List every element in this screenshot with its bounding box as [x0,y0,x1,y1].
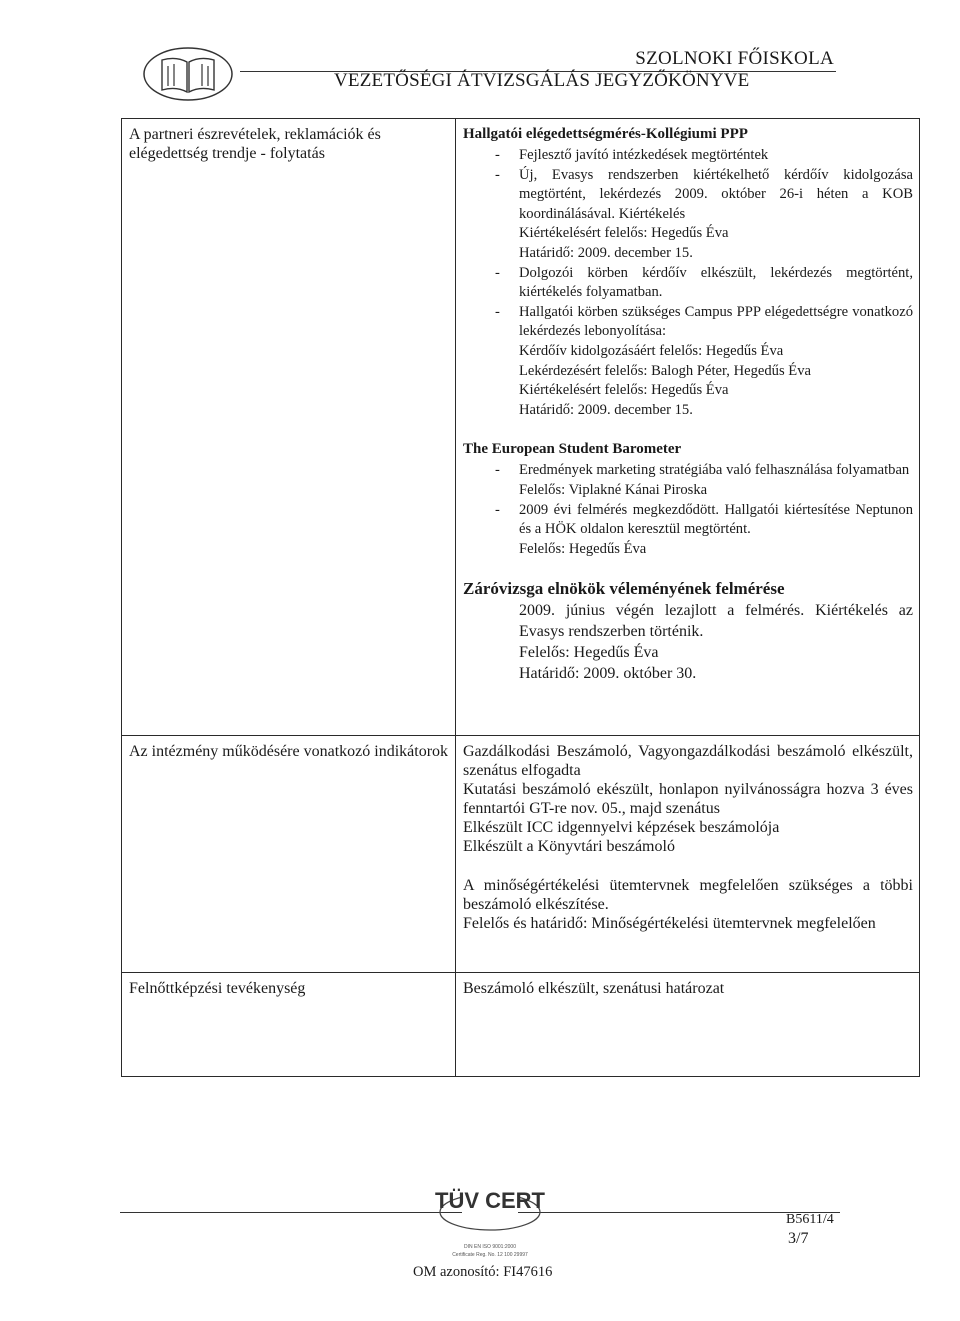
table-row [122,119,920,736]
list-item: - Hallgatói körben szükséges Campus PPP elégedettségre vonatkozó lekérdezés lebonyolítása: [495,303,913,340]
tuv-logo-text: TÜV CERT [435,1188,545,1213]
paragraph: Elkészült ICC idgennyelvi képzések beszámolója [463,819,780,836]
table-row [122,973,920,1077]
section-title: The European Student Barometer [463,441,682,458]
list-item: - Új, Evasys rendszerben kiértékelhető kérdőív kidolgozása megtörtént, lekérdezés 2009. október 26-i héten a KOB koordinálásával. Kiértékelés [495,166,913,222]
report-title: VEZETŐSÉGI ÁTVIZSGÁLÁS JEGYZŐKÖNYVE [334,70,750,91]
table-row [122,736,920,973]
sub-line: Kiértékelésért felelős: Hegedűs Éva [519,225,729,242]
sub-line: Határidő: 2009. október 30. [519,665,697,683]
row-label: A partneri észrevételek, reklamációk és elégedettség trendje - folytatás [122,119,456,736]
sub-line: Felelős: Hegedűs Éva [519,644,659,662]
book-logo-icon [142,44,234,102]
paragraph: Felelős és határidő: Minőségértékelési ütemtervnek megfelelően [463,915,876,932]
section-title: Hallgatói elégedettségmérés-Kollégiumi PPP [463,126,748,142]
sub-line: Felelős: Viplakné Kánai Piroska [519,481,708,498]
cert-small-1: DIN EN ISO 9001:2000 [464,1244,516,1250]
sub-line: Felelős: Hegedűs Éva [519,540,647,557]
paragraph: Elkészült a Könyvtári beszámoló [463,838,675,855]
sub-line: Kiértékelésért felelős: Hegedűs Éva [519,382,729,399]
om-identifier: OM azonosító: FI47616 [413,1264,553,1280]
row-content [456,736,920,973]
sub-line: 2009. június végén lezajlott a felmérés. Kiértékelés az Evasys rendszerben történik. [519,602,913,641]
review-table [121,118,920,1077]
page-number: 3/7 [788,1230,809,1247]
sub-line: Kérdőív kidolgozásáért felelős: Hegedűs Éva [519,342,784,359]
row-content: Beszámoló elkészült, szenátusi határozat [456,973,920,1077]
list-item: - Eredmények marketing stratégiába való felhasználása folyamatban [495,462,910,479]
list-item: - Dolgozói körben kérdőív elkészült, lekérdezés megtörtént, kiértékelés folyamatban. [495,264,913,301]
paragraph: A minőségértékelési ütemtervnek megfelelően szükséges a többi beszámoló elkészítése. [463,877,913,913]
sub-line: Határidő: 2009. december 15. [519,401,693,418]
row-label: Az intézmény működésére vonatkozó indikátorok [122,736,456,973]
tuv-cert-logo [430,1170,550,1266]
row-label: Felnőttképzési tevékenység [122,973,456,1077]
row-content [456,119,920,736]
tuv-cert-icon [430,1170,550,1266]
list-item: - 2009 évi felmérés megkezdődött. Hallgatói kiértesítése Neptunon és a HÖK oldalon keresztül megtörtént. [495,501,913,538]
section-title: Záróvizsga elnökök véleményének felmérése [463,579,785,599]
sub-line: Határidő: 2009. december 15. [519,244,693,261]
sub-line: Lekérdezésért felelős: Balogh Péter, Hegedűs Éva [519,362,811,379]
document-number: B5611/4 [786,1212,834,1227]
paragraph: Gazdálkodási Beszámoló, Vagyongazdálkodási beszámoló elkészült, szenátus elfogadta [463,743,913,779]
cert-small-2: Certificate Reg. No. 12 100 29997 [452,1252,528,1258]
paragraph: Kutatási beszámoló ekészült, honlapon nyilvánosságra hozva 3 éves fenntartói GT-re nov. 05., majd szenátus [463,781,913,817]
list-item: - Fejlesztő javító intézkedések megtörténtek [495,147,769,163]
institution-name: SZOLNOKI FŐISKOLA [635,48,834,69]
